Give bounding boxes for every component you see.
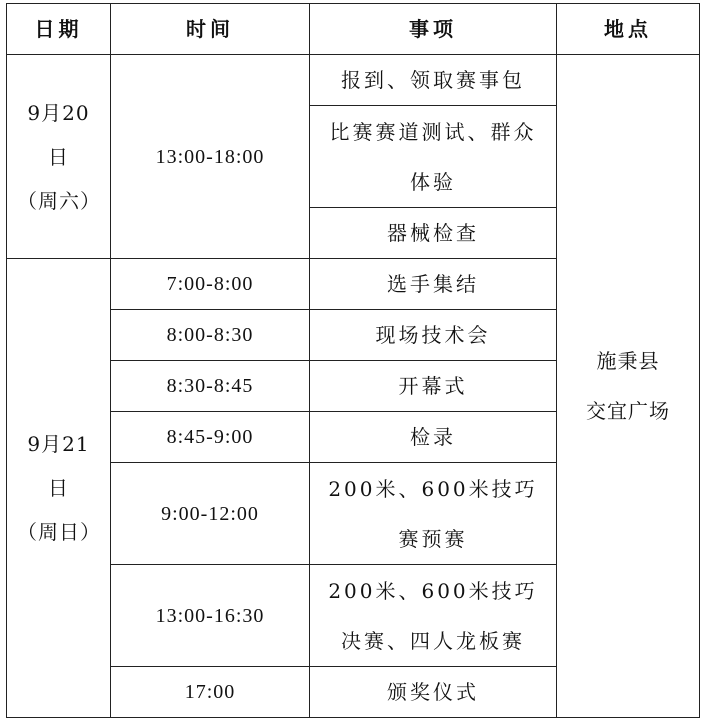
event-cell: 颁奖仪式 bbox=[310, 667, 557, 718]
venue-line-1: 施秉县 bbox=[596, 349, 660, 373]
time-cell: 8:00-8:30 bbox=[111, 310, 310, 361]
event-cell: 比赛赛道测试、群众体验 bbox=[310, 106, 557, 208]
header-date: 日期 bbox=[7, 4, 111, 55]
event-cell: 200米、600米技巧赛预赛 bbox=[310, 463, 557, 565]
header-event: 事项 bbox=[310, 4, 557, 55]
event-cell: 200米、600米技巧决赛、四人龙板赛 bbox=[310, 565, 557, 667]
venue-cell bbox=[557, 55, 700, 718]
time-cell: 7:00-8:00 bbox=[111, 259, 310, 310]
time-cell: 8:30-8:45 bbox=[111, 361, 310, 412]
header-time: 时间 bbox=[111, 4, 310, 55]
date-cell-day2 bbox=[7, 259, 111, 718]
schedule-table bbox=[6, 3, 700, 718]
header-venue: 地点 bbox=[557, 4, 700, 55]
event-cell: 器械检查 bbox=[310, 208, 557, 259]
time-cell: 17:00 bbox=[111, 667, 310, 718]
table-row bbox=[7, 55, 700, 106]
date-cell-day1 bbox=[7, 55, 111, 259]
venue-line-2: 交宜广场 bbox=[586, 399, 670, 423]
time-cell: 13:00-16:30 bbox=[111, 565, 310, 667]
time-cell: 9:00-12:00 bbox=[111, 463, 310, 565]
event-cell: 选手集结 bbox=[310, 259, 557, 310]
time-cell: 8:45-9:00 bbox=[111, 412, 310, 463]
weekday-text: （周日） bbox=[17, 520, 101, 544]
event-cell: 开幕式 bbox=[310, 361, 557, 412]
header-row bbox=[7, 4, 700, 55]
event-cell: 检录 bbox=[310, 412, 557, 463]
event-cell: 现场技术会 bbox=[310, 310, 557, 361]
weekday-text: （周六） bbox=[17, 188, 101, 213]
date-text: 9月20日 bbox=[27, 100, 90, 169]
date-text: 9月21日 bbox=[27, 432, 90, 500]
event-cell: 报到、领取赛事包 bbox=[310, 55, 557, 106]
time-cell: 13:00-18:00 bbox=[111, 55, 310, 259]
